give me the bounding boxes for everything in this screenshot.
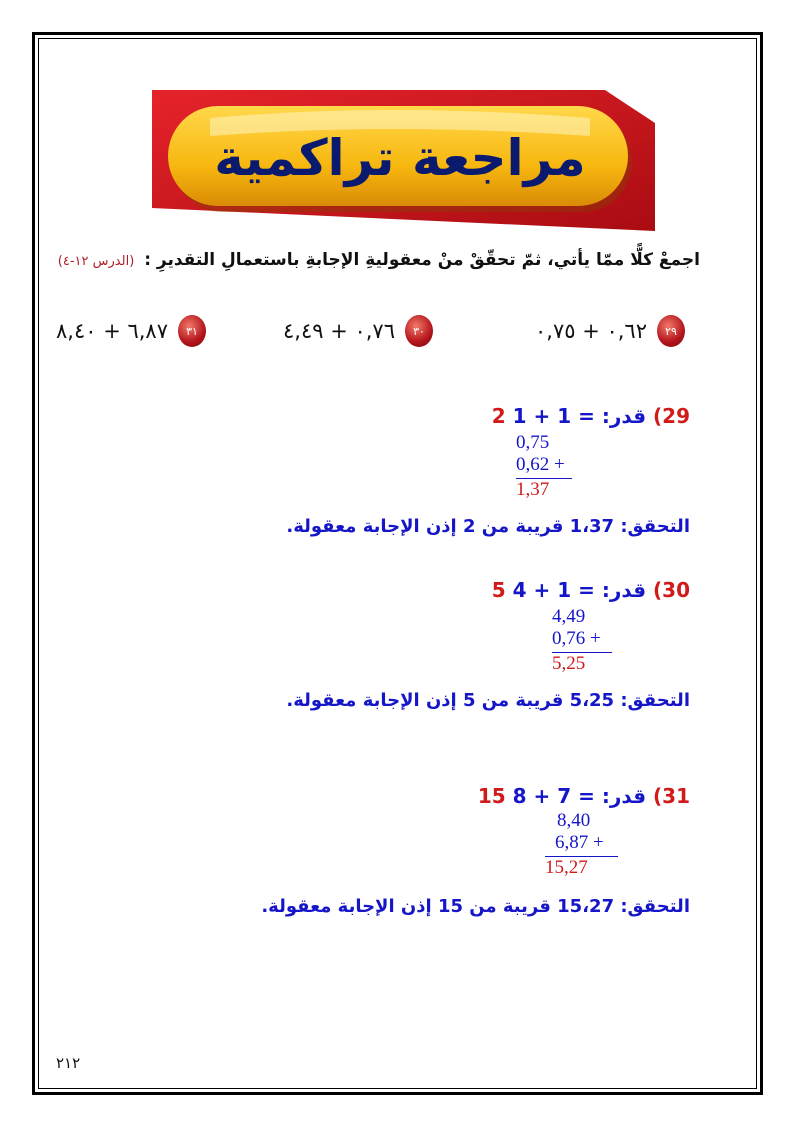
estimate-label: قدر: (601, 578, 647, 602)
sum-result: 1,37 (516, 479, 550, 500)
addend-1: 8,40 (557, 810, 591, 831)
addend-2: 0,62 + (516, 454, 565, 475)
addend-2: 0,76 + (552, 628, 601, 649)
addend-1: 4,49 (552, 606, 586, 627)
solution-29-verify: التحقق: 1،37 قريبة من 2 إذن الإجابة معقولة. (286, 516, 690, 537)
solution-30-verify: التحقق: 5،25 قريبة من 5 إذن الإجابة معقولة. (286, 690, 690, 711)
problem-31 (56, 314, 206, 348)
addend-1: 0,75 (516, 432, 550, 453)
solution-30-estimate (492, 578, 690, 602)
sum-result: 5,25 (552, 653, 586, 674)
problem-expression: ٠,٧٦ + ٤,٤٩ (283, 319, 395, 343)
problem-expression: ٠,٦٢ + ٠,٧٥ (535, 319, 647, 343)
page-number: ٢١٢ (56, 1054, 81, 1072)
problem-30 (283, 314, 433, 348)
estimate-result: 15 (477, 784, 506, 808)
estimate-expression: 8 + 7 = (512, 784, 595, 808)
instruction-text: اجمعْ كلًّا ممّا يأتي، ثمّ تحقّقْ منْ معقوليةِ الإجابةِ باستعمالِ التقديرِ : (144, 250, 700, 270)
problem-number-badge: ٣٠ (405, 315, 433, 347)
page-title: مراجعة تراكمية (214, 129, 586, 187)
problem-number-badge: ٢٩ (657, 315, 685, 347)
estimate-expression: 1 + 1 = (512, 404, 595, 428)
solution-31-estimate (478, 784, 690, 808)
solution-29-estimate (492, 404, 690, 428)
solution-31-calculation (545, 810, 618, 879)
problem-expression: ٦,٨٧ + ٨,٤٠ (56, 319, 168, 343)
solution-number: 31) (653, 784, 690, 808)
solution-29-calculation (516, 432, 572, 501)
solution-number: 29) (653, 404, 690, 428)
solution-31-verify: التحقق: 15،27 قريبة من 15 إذن الإجابة معقولة. (261, 896, 690, 917)
solution-number: 30) (653, 578, 690, 602)
estimate-result: 5 (491, 578, 506, 602)
lesson-reference: (الدرس ١٢-٤) (57, 254, 135, 269)
instruction (57, 250, 700, 270)
sum-result: 15,27 (545, 857, 588, 878)
solution-30-calculation (552, 606, 612, 675)
addend-2: 6,87 + (555, 832, 604, 853)
estimate-result: 2 (491, 404, 506, 428)
problem-29 (535, 314, 685, 348)
estimate-label: قدر: (601, 404, 647, 428)
estimate-label: قدر: (601, 784, 647, 808)
problem-number-badge: ٣١ (178, 315, 206, 347)
estimate-expression: 4 + 1 = (512, 578, 595, 602)
